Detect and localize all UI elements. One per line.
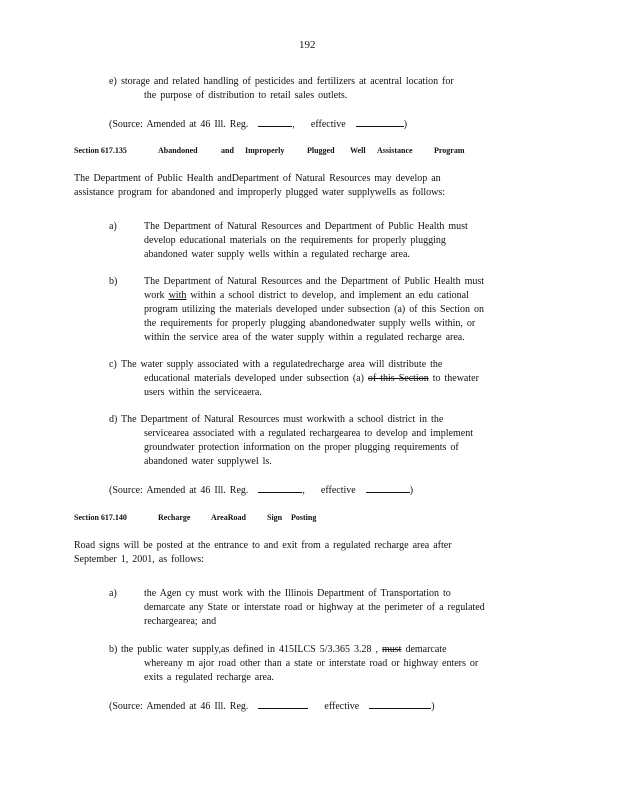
section-heading-word: Well [350, 146, 366, 155]
item-e-label: e) [109, 76, 117, 87]
source-close: ) [403, 119, 408, 130]
item-135a-label: a) [109, 221, 117, 232]
item-135b-label: b) [109, 276, 118, 287]
item-135a-line: The Department of Natural Resources and Department of Public Health must [144, 221, 468, 232]
item-140a-line: demarcate any State or interstate road or highway at the perimeter of a regulated [144, 602, 485, 613]
item-140b-line [121, 643, 447, 657]
item-140a-label: a) [109, 588, 117, 599]
source-note-2 [109, 483, 413, 498]
section-617-135-number: Section 617.135 [74, 146, 127, 155]
source-text: (Source: Amended at 46 Ill. Reg. [109, 701, 249, 712]
item-135b-line: the requirements for properly plugging abandonedwater supply wells within, or [144, 318, 476, 329]
inserted-text: with [168, 290, 187, 301]
section-heading-word: Assistance [377, 146, 413, 155]
section-heading-word: AreaRoad [211, 513, 246, 522]
source-sep: , [292, 119, 295, 130]
page-number: 192 [299, 39, 316, 51]
item-140b-label: b) [109, 644, 118, 655]
item-135c-line [144, 372, 479, 386]
section-heading-word: and [221, 146, 234, 155]
section-heading-word: Abandoned [158, 146, 198, 155]
item-135d-line: abandoned water supplywel ls. [144, 456, 272, 467]
item-135b-line: within the service area of the water supply within a regulated recharge area. [144, 332, 465, 343]
source-close: ) [409, 485, 414, 496]
item-135c-line: The water supply associated with a regulatedrecharge area will distribute the [121, 359, 443, 370]
deleted-text: of this Section [367, 373, 429, 384]
section-617-140-number: Section 617.140 [74, 513, 127, 522]
deleted-text: must [381, 644, 402, 655]
section-140-intro-line1: Road signs will be posted at the entrance to and exit from a regulated recharge area after [74, 540, 452, 551]
section-135-intro-line1: The Department of Public Health andDepartment of Natural Resources may develop an [74, 173, 441, 184]
source-effective: effective [320, 485, 356, 496]
reg-blank [258, 117, 292, 127]
section-135-intro-line2: assistance program for abandoned and improperly plugged water supplywells as follows: [74, 187, 446, 198]
effective-blank [369, 699, 431, 709]
section-heading-word: Plugged [307, 146, 335, 155]
source-effective: effective [310, 119, 346, 130]
reg-blank [258, 699, 308, 709]
c-line2-post: to thewater [432, 373, 479, 384]
source-close: ) [431, 701, 435, 712]
b-line2-pre: work [144, 290, 165, 301]
item-135d-label: d) [109, 414, 118, 425]
section-heading-word: Improperly [245, 146, 285, 155]
section-heading-word: Posting [291, 513, 317, 522]
source-text: (Source: Amended at 46 Ill. Reg. [109, 119, 249, 130]
source-note-3 [109, 699, 435, 714]
item-135b-line: The Department of Natural Resources and the Department of Public Health must [144, 276, 485, 287]
source-note-1 [109, 117, 407, 132]
source-sep: , [302, 485, 305, 496]
source-text: (Source: Amended at 46 Ill. Reg. [109, 485, 249, 496]
b140-line1-pre: the public water supply,as defined in 415ILCS 5/3.365 3.28 , [121, 644, 378, 655]
item-e-line1: storage and related handling of pesticides and fertilizers at acentral location for [121, 76, 454, 87]
item-135c-line: users within the serviceaera. [144, 387, 262, 398]
item-135d-line: groundwater protection information on the proper plugging requirements of [144, 442, 459, 453]
section-140-intro-line2: September 1, 2001, as follows: [74, 554, 204, 565]
item-140b-line: exits a regulated recharge area. [144, 672, 274, 683]
section-heading-word: Sign [267, 513, 283, 522]
reg-blank [258, 483, 302, 493]
item-135c-label: c) [109, 359, 117, 370]
b140-line1-post: demarcate [405, 644, 447, 655]
item-135b-line: program utilizing the materials developed under subsection (a) of this Section on [144, 304, 485, 315]
section-heading-word: Program [434, 146, 465, 155]
item-140a-line: the Agen cy must work with the Illinois Department of Transportation to [144, 588, 451, 599]
effective-blank [366, 483, 410, 493]
effective-blank [356, 117, 404, 127]
section-heading-word: Recharge [158, 513, 191, 522]
item-140a-line: rechargearea; and [144, 616, 217, 627]
item-135d-line: The Department of Natural Resources must workwith a school district in the [121, 414, 444, 425]
c-line2-pre: educational materials developed under subsection (a) [144, 373, 364, 384]
item-135a-line: abandoned water supply wells within a regulated recharge area. [144, 249, 410, 260]
item-e-line2: the purpose of distribution to retail sales outlets. [144, 90, 348, 101]
item-135d-line: servicearea associated with a regulated rechargearea to develop and implement [144, 428, 473, 439]
item-140b-line: whereany m ajor road other than a state or interstate road or highway enters or [144, 658, 479, 669]
b-line2-post: within a school district to develop, and implement an edu cational [190, 290, 469, 301]
source-effective: effective [324, 701, 360, 712]
item-135b-line [144, 289, 469, 303]
item-135a-line: develop educational materials on the requirements for properly plugging [144, 235, 446, 246]
